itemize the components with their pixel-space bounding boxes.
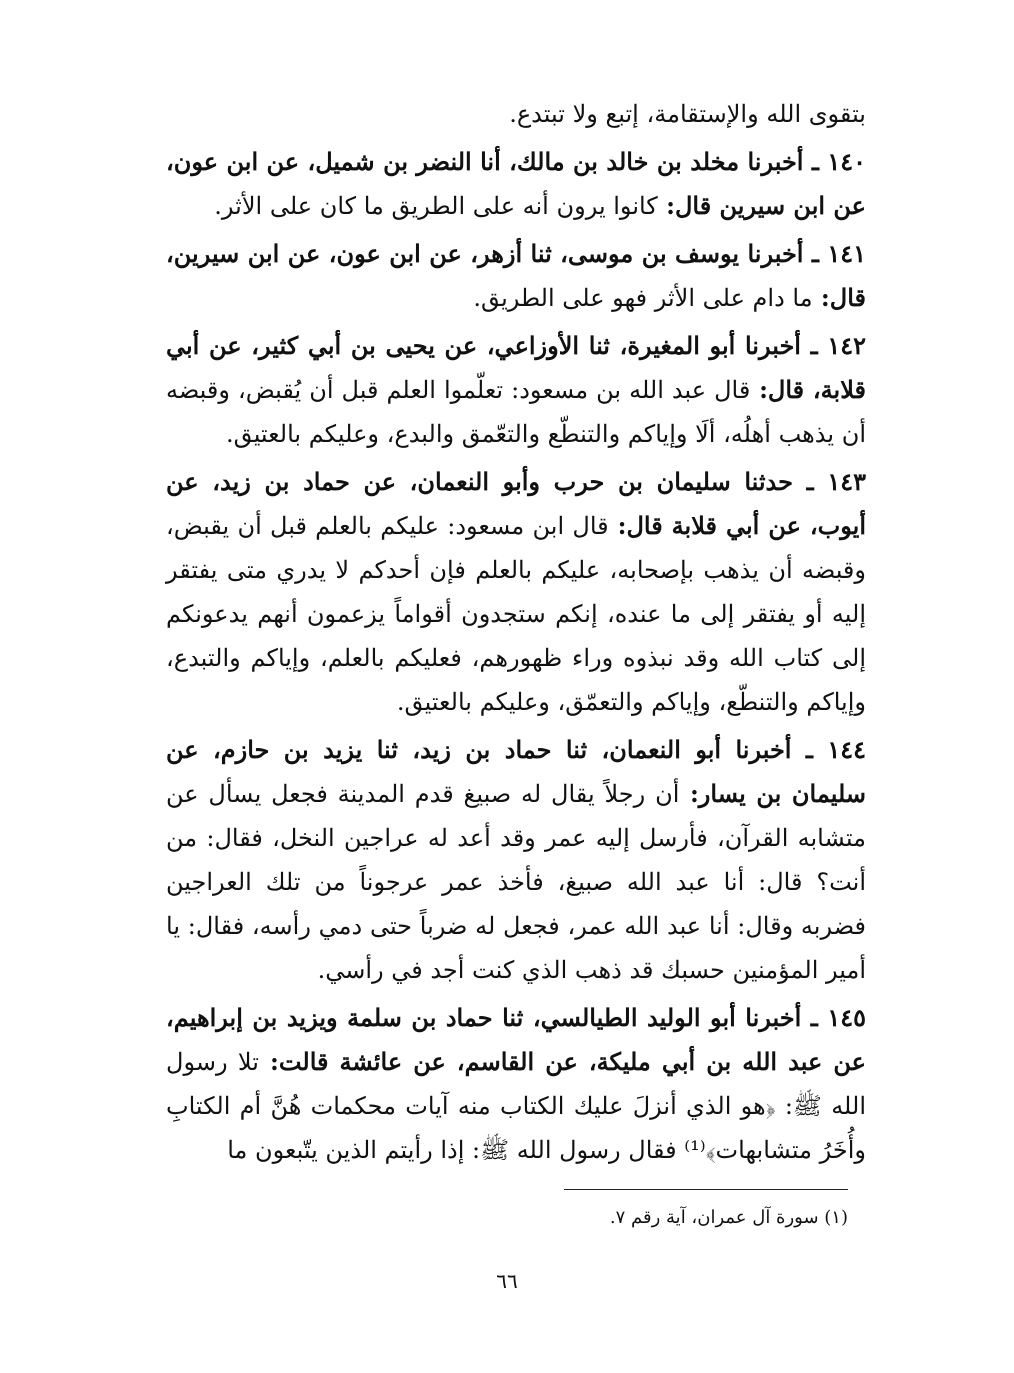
narration-matn: قال عبد الله بن مسعود: تعلّموا العلم قبل أن يُقبض، وقبضه أن يذهب أهلُه، ألَا وإياكم والتنطّع والتعّمق والبدع، وعليكم بالعتيق. bbox=[166, 376, 866, 448]
footnote-divider bbox=[564, 1189, 848, 1190]
paragraph-matn: بتقوى الله والإستقامة، إتبع ولا تبتدع. bbox=[509, 100, 866, 128]
narration-matn: كانوا يرون أنه على الطريق ما كان على الأثر. bbox=[214, 192, 658, 220]
narration-matn: تلا رسول الله ﷺ: ﴿هو الذي أنزلَ عليك الكتاب منه آيات محكمات هُنَّ أم الكتابِ وأُخَرُ متشابهات﴾⁽¹⁾ فقال رسول الله ﷺ: إذا رأيتم الذين يتّبعون ما bbox=[166, 1048, 866, 1164]
narration-number: ١٤٢ ـ bbox=[800, 331, 867, 360]
narration-matn: أن رجلاً يقال له صبيغ قدم المدينة فجعل يسأل عن متشابه القرآن، فأرسل إليه عمر وقد أعد له عراجين النخل، فقال: من أنت؟ قال: أنا عبد الله صبيغ، فأخذ عمر عرجوناً من تلك العراجين فضربه وقال: أنا عبد الله عمر، فجعل له ضرباً حتى دمي رأسه، فقال: يا أمير المؤمنين حسبك قد ذهب الذي كنت أجد في رأسي. bbox=[166, 780, 866, 984]
narration-matn: قال ابن مسعود: عليكم بالعلم قبل أن يقبض، وقبضه أن يذهب بإصحابه، عليكم بالعلم فإن أحدكم لا يدري متى يفتقر إليه أو يفتقر إلى ما عنده، إنكم ستجدون أقواماً يزعمون أنهم يدعونكم إلى كتاب الله وقد نبذوه وراء ظهورهم، فعليكم بالعلم، وإياكم والتبدع، وإياكم والتنطّع، وإياكم والتعمّق، وعليكم بالعتيق. bbox=[166, 512, 866, 716]
narration-isnad: أخبرنا أبو النعمان، ثنا حماد بن زيد، ثنا يزيد بن حازم، عن سليمان بن يسار: bbox=[166, 735, 867, 808]
narration-143 bbox=[166, 460, 866, 724]
narration-number: ١٤٤ ـ bbox=[791, 735, 866, 764]
narration-number: ١٤١ ـ bbox=[803, 239, 866, 268]
narration-144 bbox=[166, 728, 866, 992]
narration-matn: ما دام على الأثر فهو على الطريق. bbox=[473, 284, 813, 312]
narration-number: ١٤٣ ـ bbox=[793, 467, 866, 496]
paragraph-continuation bbox=[166, 92, 866, 136]
narration-142 bbox=[166, 324, 866, 456]
page-number: ٦٦ bbox=[496, 1269, 518, 1293]
narration-number: ١٤٥ ـ bbox=[801, 1003, 867, 1032]
narration-isnad: حدثنا سليمان بن حرب وأبو النعمان، عن حماد بن زيد، عن أيوب، عن أبي قلابة قال: bbox=[166, 467, 866, 540]
narration-140 bbox=[166, 140, 866, 228]
narration-number: ١٤٠ ـ bbox=[803, 147, 866, 176]
narration-145 bbox=[166, 996, 866, 1172]
narration-isnad: أخبرنا أبو الوليد الطيالسي، ثنا حماد بن سلمة ويزيد بن إبراهيم، عن عبد الله بن أبي مليكة، عن القاسم، عن عائشة قالت: bbox=[166, 1003, 867, 1076]
main-text bbox=[166, 92, 866, 1176]
narration-isnad: أخبرنا مخلد بن خالد بن مالك، أنا النضر بن شميل، عن ابن عون، عن ابن سيرين قال: bbox=[166, 147, 866, 220]
narration-isnad: أخبرنا يوسف بن موسى، ثنا أزهر، عن ابن عون، عن ابن سيرين، قال: bbox=[166, 239, 866, 312]
footnote: (١) سورة آل عمران، آية رقم ٧. bbox=[609, 1207, 848, 1228]
narration-141 bbox=[166, 232, 866, 320]
narration-isnad: أخبرنا أبو المغيرة، ثنا الأوزاعي، عن يحيى بن أبي كثير، عن أبي قلابة، قال: bbox=[166, 331, 866, 404]
